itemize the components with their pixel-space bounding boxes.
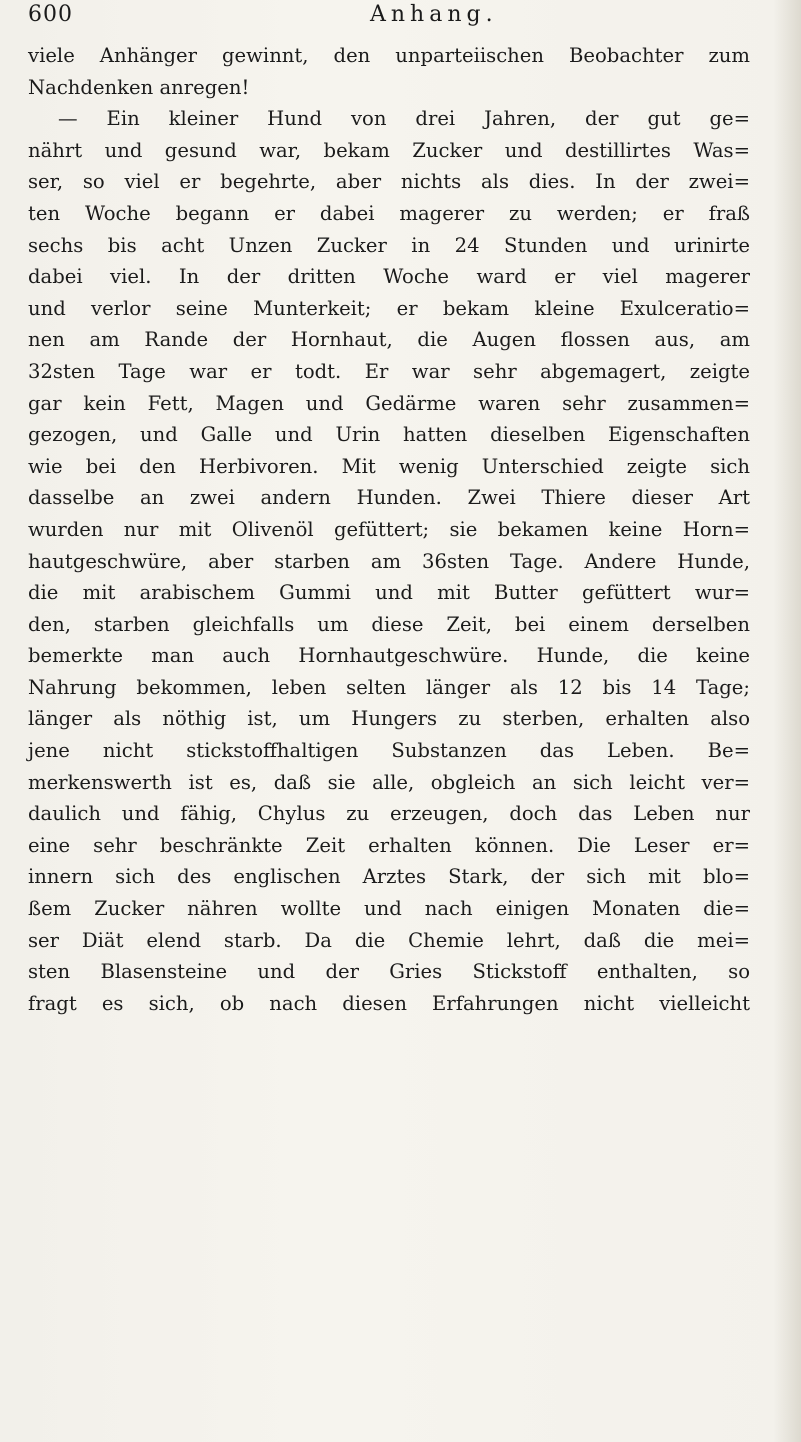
- text-line: innern sich des englischen Arztes Stark, der sich mit blo=: [28, 865, 750, 889]
- text-line: wurden nur mit Olivenöl gefüttert; sie bekamen keine Horn=: [28, 517, 750, 541]
- text-line: nährt und gesund war, bekam Zucker und destillirtes Was=: [28, 138, 750, 162]
- page-edge-shadow: [773, 0, 801, 1442]
- text-line: ßem Zucker nähren wollte und nach einigen Monaten die=: [28, 897, 750, 921]
- text-line: dabei viel. In der dritten Woche ward er viel magerer: [28, 265, 750, 289]
- text-line: wie bei den Herbivoren. Mit wenig Unterschied zeigte sich: [28, 454, 750, 478]
- page-number: 600: [28, 2, 73, 27]
- text-line: eine sehr beschränkte Zeit erhalten können. Die Leser er=: [28, 833, 750, 857]
- text-line: merkenswerth ist es, daß sie alle, obgleich an sich leicht ver=: [28, 770, 750, 794]
- text-line: und verlor seine Munterkeit; er bekam kleine Exulceratio=: [28, 296, 750, 320]
- text-line: — Ein kleiner Hund von drei Jahren, der gut ge=: [58, 107, 750, 131]
- text-line: ser Diät elend starb. Da die Chemie lehrt, daß die mei=: [28, 928, 750, 952]
- text-line: gar kein Fett, Magen und Gedärme waren sehr zusammen=: [28, 391, 750, 415]
- text-line: länger als nöthig ist, um Hungers zu sterben, erhalten also: [28, 707, 750, 731]
- text-line: Nachdenken anregen!: [28, 75, 250, 99]
- text-line: sechs bis acht Unzen Zucker in 24 Stunden und urinirte: [28, 233, 750, 257]
- body-text: [28, 40, 750, 1019]
- text-line: ten Woche begann er dabei magerer zu werden; er fraß: [28, 201, 750, 225]
- text-line: jene nicht stickstoffhaltigen Substanzen das Leben. Be=: [28, 739, 750, 763]
- running-head: Anhang.: [370, 2, 498, 27]
- text-line: fragt es sich, ob nach diesen Erfahrungen nicht vielleicht: [28, 991, 750, 1015]
- text-line: den, starben gleichfalls um diese Zeit, bei einem derselben: [28, 612, 750, 636]
- text-line: viele Anhänger gewinnt, den unparteiischen Beobachter zum: [28, 44, 750, 67]
- text-line: 32sten Tage war er todt. Er war sehr abgemagert, zeigte: [28, 359, 750, 383]
- page-header: [28, 2, 748, 32]
- text-line: daulich und fähig, Chylus zu erzeugen, doch das Leben nur: [28, 802, 750, 826]
- text-line: bemerkte man auch Hornhautgeschwüre. Hunde, die keine: [28, 644, 750, 668]
- text-line: nen am Rande der Hornhaut, die Augen flossen aus, am: [28, 328, 750, 352]
- text-line: ser, so viel er begehrte, aber nichts als dies. In der zwei=: [28, 170, 750, 194]
- text-line: dasselbe an zwei andern Hunden. Zwei Thiere dieser Art: [28, 486, 750, 510]
- text-line: hautgeschwüre, aber starben am 36sten Tage. Andere Hunde,: [28, 549, 750, 573]
- text-line: die mit arabischem Gummi und mit Butter gefüttert wur=: [28, 581, 750, 605]
- text-line: gezogen, und Galle und Urin hatten dieselben Eigenschaften: [28, 423, 750, 447]
- text-line: Nahrung bekommen, leben selten länger als 12 bis 14 Tage;: [28, 675, 750, 699]
- text-line: sten Blasensteine und der Gries Stickstoff enthalten, so: [28, 960, 750, 984]
